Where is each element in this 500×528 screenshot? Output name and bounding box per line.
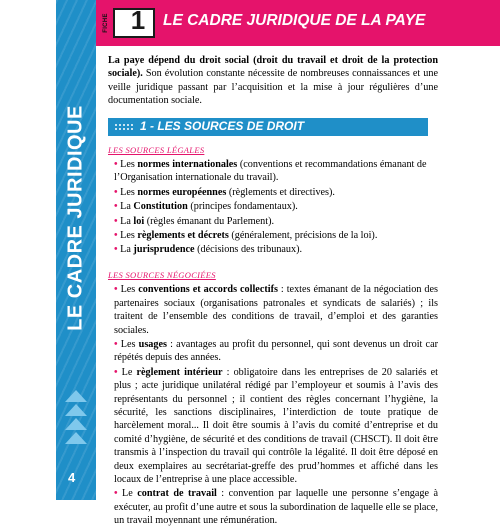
item-text: La (120, 244, 134, 256)
bullet-icon: • (114, 244, 118, 256)
section-title: 1 - LES SOURCES DE DROIT (140, 118, 305, 133)
item-text: (règlements et directives). (226, 186, 335, 198)
item-bold: loi (133, 215, 145, 227)
fiche-number: 1 (130, 5, 146, 35)
up-arrows-icon (63, 390, 89, 450)
list-item (108, 158, 438, 185)
list-item (108, 283, 438, 337)
dots-icon (114, 123, 136, 131)
list-item (108, 338, 438, 365)
bullet-icon: • (114, 201, 118, 213)
negotiated-sources-heading: LES SOURCES NÉGOCIÉES (108, 269, 216, 280)
item-text: La (120, 215, 134, 227)
intro-paragraph (108, 54, 438, 108)
bullet-icon: • (114, 284, 118, 296)
item-text: Les (120, 338, 139, 350)
item-text: : textes émanant de la négociation des partenaires sociaux (organisations patronales et syndicats de salariés) ; ils traitent de l’ensemble des conditions de travail, d’emploi et des garanties sociales. (114, 284, 438, 336)
section-header (108, 118, 428, 136)
bullet-icon: • (114, 215, 118, 227)
list-item (108, 366, 438, 487)
item-text: (principes fondamentaux). (187, 201, 298, 213)
item-bold: règlements et décrets (137, 230, 229, 242)
bullet-icon: • (114, 366, 118, 378)
item-text: Les (120, 186, 138, 198)
item-bold: Constitution (133, 201, 188, 213)
item-text: : avantages au profit du personnel, qui sont devenus un droit car répétés depuis des années. (114, 338, 438, 364)
list-item (108, 229, 438, 242)
bullet-icon: • (114, 159, 118, 171)
item-text: (décisions des tribunaux). (194, 244, 303, 256)
item-text: Les (120, 159, 138, 171)
item-text: : convention par laquelle une personne s’engage à exécuter, au profit d’une autre et sous la subordination de laquelle elle se place, un travail moyennant une rémunération. (114, 488, 439, 527)
item-text: : obligatoire dans les entreprises de 20 salariés et plus ; acte juridique unilatéral rédigé par l’employeur et soumis à l’avis des représentants du personnel ; il contient des règles concernant l’hygiène, la sécurité, les sanctions disciplinaires, l’interdiction de toute pratique de harcèlement moral... Il doit être soumis à l’avis du comité d’entreprise et du comité d’hygiène, de sécurité et des conditions de travail (CHSCT). Il doit être transmis à l’inspection du travail qui contrôle la légalité. Il doit être déposé en deux exemplaires au secrétariat-greffe des prud’hommes et affiché dans les locaux de l’entreprise à une place accessible. (114, 366, 439, 485)
page-title: LE CADRE JURIDIQUE DE LA PAYE (163, 12, 426, 29)
list-item (108, 200, 438, 213)
legal-sources-heading: LES SOURCES LÉGALES (108, 144, 205, 155)
item-text: Les (120, 230, 138, 242)
item-text: Le (122, 488, 138, 500)
page-number: 4 (68, 470, 76, 485)
bullet-icon: • (114, 338, 118, 350)
list-item (108, 186, 438, 199)
item-bold: normes internationales (137, 159, 238, 171)
intro-bold: La paye dépend du droit social (droit du travail et droit de la protection sociale). (108, 55, 438, 80)
item-bold: contrat de travail (137, 488, 217, 500)
list-item (108, 215, 438, 228)
item-text: Le (121, 366, 137, 378)
item-text: (conventions et recommandations émanant de l’Organisation internationale du travail). (114, 159, 427, 184)
list-item (108, 243, 438, 256)
item-text: Les (120, 284, 139, 296)
bullet-icon: • (114, 488, 118, 500)
item-bold: normes européennes (137, 186, 227, 198)
bullet-icon: • (114, 230, 118, 242)
item-bold: usages (138, 338, 167, 350)
intro-text: Son évolution constante nécessite de nombreuses connaissances et une veille juridique passant par l’acquisition et la mise à jour régulières d’une documentation sociale. (108, 68, 438, 107)
bullet-icon: • (114, 186, 118, 198)
list-item (108, 487, 438, 527)
item-text: (règles émanant du Parlement). (144, 215, 275, 227)
item-bold: règlement intérieur (136, 366, 223, 378)
item-text: (généralement, précisions de la loi). (228, 230, 378, 242)
sidebar-title: LE CADRE JURIDIQUE (64, 105, 87, 331)
item-text: La (120, 201, 134, 213)
fiche-label: FICHE (103, 13, 109, 33)
main-content (108, 54, 438, 528)
item-bold: conventions et accords collectifs (138, 284, 278, 296)
item-bold: jurisprudence (133, 244, 195, 256)
